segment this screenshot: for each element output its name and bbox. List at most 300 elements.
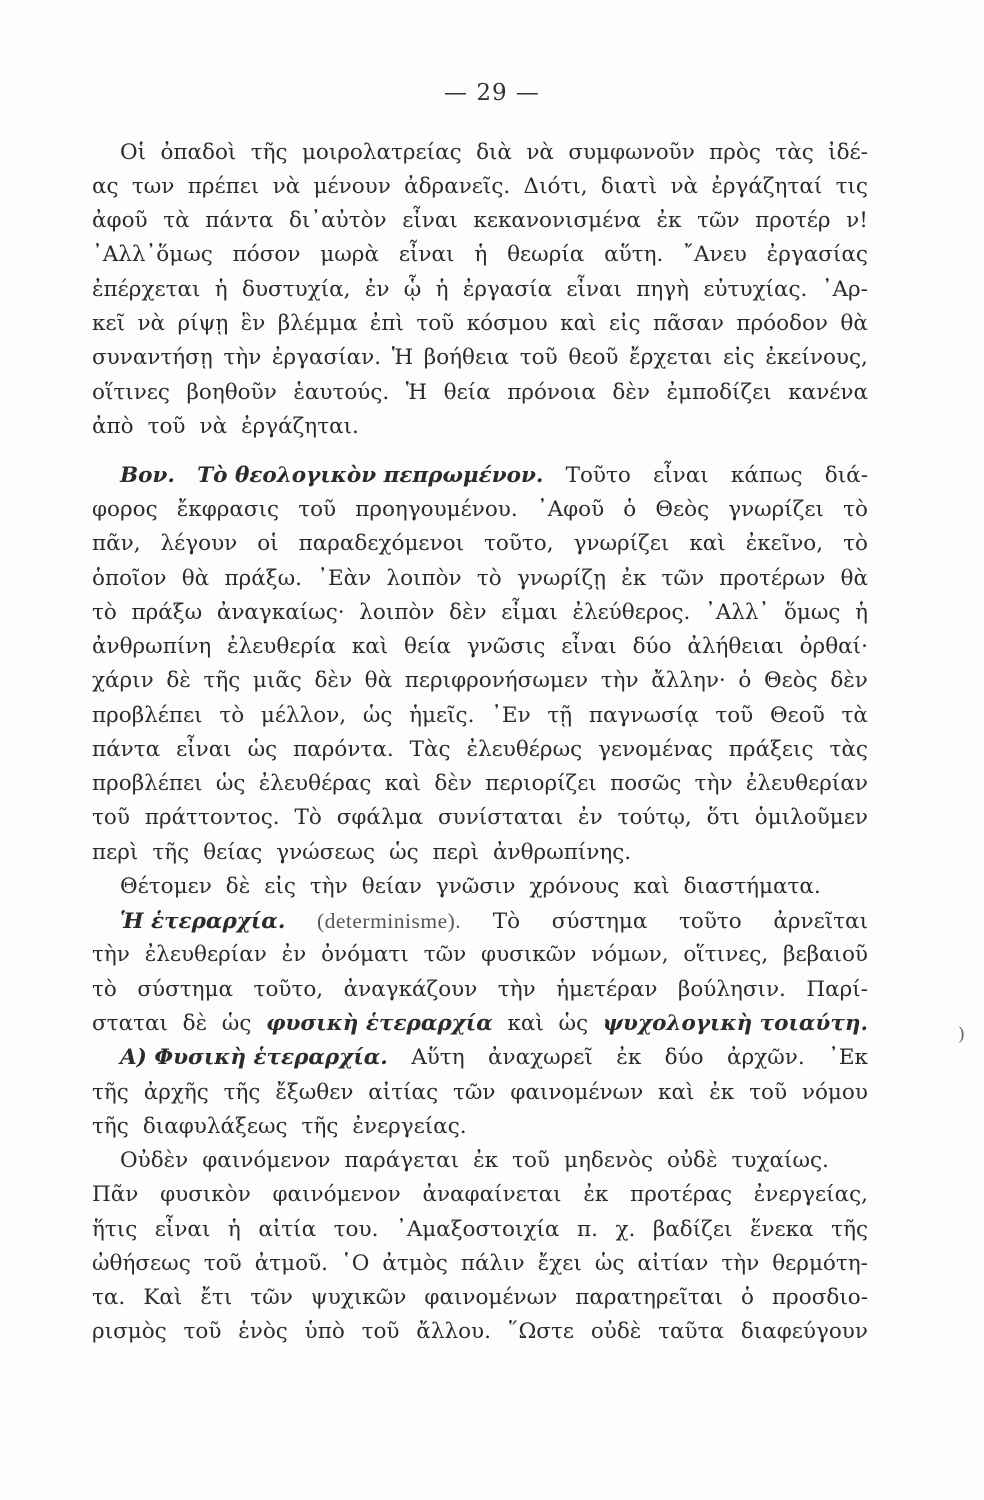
word: ἐνεργείας,	[753, 1182, 868, 1207]
word: προβλέπει	[92, 771, 203, 796]
word: διαφεύγουν	[740, 1319, 868, 1344]
word: ῾Ο	[341, 1251, 370, 1276]
word: ἀφοῦ	[92, 208, 148, 233]
word: εἰς	[264, 874, 296, 899]
word: τοῦ	[361, 1319, 400, 1344]
word: κάπως	[730, 463, 803, 488]
word: Τὸ	[492, 909, 521, 934]
word: ἀνθρωπίνης.	[493, 840, 632, 865]
word: τὰ	[163, 208, 190, 233]
text-line	[92, 1076, 868, 1110]
word: νὰ	[272, 174, 301, 199]
text-line	[92, 938, 868, 972]
word: βοηθοῦν	[186, 380, 277, 405]
word: ἀλήθειαι	[687, 634, 784, 659]
word: ὡς	[558, 1011, 589, 1036]
word: τοῦτο	[679, 909, 742, 934]
word: ἐκ	[656, 208, 682, 233]
text-line	[92, 699, 868, 733]
word: π.	[576, 1217, 598, 1242]
word: θείας	[203, 840, 263, 865]
word: πράξω.	[224, 566, 302, 591]
word: βλέμμα	[277, 311, 358, 336]
word: θερμότη-	[772, 1251, 868, 1276]
word: ἐν	[281, 942, 307, 967]
text-line	[92, 1007, 868, 1041]
text-line	[92, 1110, 868, 1144]
word: μιᾶς	[252, 668, 302, 693]
word: σύστημα	[551, 909, 648, 934]
word: Θεοῦ	[769, 703, 825, 728]
word: τῆς	[831, 1217, 868, 1242]
word: γνωρίζει	[728, 497, 824, 522]
word: ὁ	[738, 668, 752, 693]
word: σταται	[92, 1011, 168, 1036]
word: σύστημα	[137, 977, 234, 1002]
word: τῶν	[250, 1285, 293, 1310]
word: δι᾽αὐτὸν	[288, 208, 387, 233]
word: παράγεται	[344, 1148, 460, 1173]
word: ὅμως	[783, 600, 841, 625]
word: τυχαίως.	[731, 1148, 829, 1173]
word: γενομένας	[598, 737, 713, 762]
word: εἶναι	[402, 208, 458, 233]
word: ἐκείνους,	[765, 345, 868, 370]
word: ψυχικῶν	[310, 1285, 407, 1310]
text-line	[92, 801, 868, 835]
word: μέλλον,	[260, 703, 347, 728]
word: ψυχολογικὴ τοιαύτη.	[602, 1011, 868, 1036]
word: λέγουν	[160, 531, 238, 556]
word: πᾶν,	[92, 531, 141, 556]
word: εἶναι	[653, 463, 709, 488]
word: καὶ	[658, 1080, 695, 1105]
word: καὶ	[507, 1011, 544, 1036]
word: πρὸς	[709, 140, 761, 165]
word: τοῦ	[147, 414, 186, 439]
word: ὁμιλοῦμεν	[754, 805, 868, 830]
text-line	[92, 170, 868, 204]
word: ἀτμὸς	[382, 1251, 448, 1276]
word: γνωρίζῃ	[516, 566, 607, 591]
word: πάντα	[205, 208, 274, 233]
word: τῶν	[452, 1080, 496, 1105]
word: ἐκεῖνο,	[745, 531, 824, 556]
text-line	[92, 341, 868, 375]
word: τῆς	[250, 140, 288, 165]
word: φαινόμενον	[202, 1148, 331, 1173]
word: εἶναι	[398, 242, 455, 267]
page-number: — 29 —	[444, 80, 540, 106]
word: ὅτι	[706, 805, 740, 830]
word: τοῦ	[203, 1251, 242, 1276]
word: πράττοντος.	[144, 805, 280, 830]
word: εἰς	[608, 311, 641, 336]
word: τὰ	[841, 703, 868, 728]
word: δὲν	[612, 380, 650, 405]
word: ᾽Αλλ᾽ὅμως	[92, 242, 213, 267]
word: πράξω	[131, 600, 203, 625]
text-line	[92, 204, 868, 238]
word: τὸ	[843, 531, 868, 556]
word: ἐλευθερίαν	[745, 771, 868, 796]
word: ποσῶς	[610, 771, 682, 796]
word: τοῦ	[715, 703, 754, 728]
word: ἐλευθέρως	[466, 737, 583, 762]
word: τὴν	[497, 977, 536, 1002]
word: ἰδέ-	[828, 140, 868, 165]
word: ἐκ	[621, 566, 647, 591]
word: ρίψῃ	[177, 311, 229, 336]
word: δὲν	[449, 600, 487, 625]
word: (determinisme).	[316, 909, 462, 933]
text-line	[92, 527, 868, 561]
word: θείαν	[361, 874, 422, 899]
word: φυσικὸν	[160, 1182, 251, 1207]
word: ταῦτα	[658, 1319, 725, 1344]
word: τὴν	[92, 942, 130, 967]
word: φυσικῶν	[481, 942, 577, 967]
word: συναντήσῃ	[92, 345, 213, 370]
word: ὡς	[389, 840, 419, 865]
text-line	[92, 664, 868, 698]
word: ὑπὸ	[304, 1319, 345, 1344]
word: ἀρχῶν.	[727, 1045, 805, 1070]
word: ἑνὸς	[238, 1319, 288, 1344]
word: δὲ	[182, 1011, 208, 1036]
word: οὐδὲ	[667, 1148, 718, 1173]
text-line	[92, 493, 868, 527]
word: ὡς	[362, 703, 393, 728]
word: ὡς	[247, 737, 278, 762]
word: ὡς	[594, 1251, 625, 1276]
word: ἀναγκαίως·	[216, 600, 345, 625]
text-line	[92, 733, 868, 767]
word: πάλιν	[460, 1251, 525, 1276]
word: δὲ	[166, 668, 191, 693]
word: διαφυλάξεως	[142, 1114, 288, 1139]
word: ἐπὶ	[369, 311, 404, 336]
word: ᾽Εν	[491, 703, 531, 728]
word: δύο	[664, 1045, 704, 1070]
word: λοιπὸν	[386, 566, 462, 591]
word: νόμων,	[591, 942, 669, 967]
word: μηδενὸς	[564, 1148, 654, 1173]
word: πάντα	[92, 737, 161, 762]
word: τῶν	[697, 208, 740, 233]
word: φαινόμενον	[272, 1182, 401, 1207]
word: ᾽Αρ-	[821, 277, 868, 302]
word: ἓν	[240, 311, 266, 336]
word: μωρὰ	[320, 242, 379, 267]
word: κανένα	[788, 380, 868, 405]
word: ἔκφρασις	[176, 497, 280, 522]
word: πᾶσαν	[653, 311, 724, 336]
text-line	[92, 836, 868, 870]
word: τοῦ	[512, 1148, 551, 1173]
word: τὴν	[721, 1251, 760, 1276]
word: εἶναι	[566, 277, 622, 302]
text-line	[92, 630, 868, 664]
word: θὰ	[840, 311, 868, 336]
text-line	[120, 904, 868, 938]
word: βεβαιοῦ	[783, 942, 868, 967]
word: περὶ	[432, 840, 480, 865]
word: τούτῳ,	[617, 805, 692, 830]
word: ἡ	[227, 1217, 241, 1242]
word: προηγουμένου.	[355, 497, 518, 522]
word: Τὸ	[294, 805, 322, 830]
word: τὸ	[92, 977, 117, 1002]
word: ἀτμοῦ.	[254, 1251, 328, 1276]
word: ἄλλου.	[416, 1319, 491, 1344]
word: φαινομένων	[424, 1285, 558, 1310]
word: ρισμὸς	[92, 1319, 167, 1344]
word: δύο	[632, 634, 672, 659]
text-line	[92, 1178, 868, 1212]
word: Τὸ θεολογικὸν πεπρωμένον.	[197, 463, 544, 488]
text-line	[120, 870, 868, 904]
text-line	[92, 410, 868, 444]
word: ἕνεκα	[749, 1217, 814, 1242]
word: πράξεις	[728, 737, 814, 762]
margin-mark: )	[958, 1024, 966, 1045]
word: ἀναγκάζουν	[343, 977, 478, 1002]
word: ἐργασίας	[766, 242, 868, 267]
word: ὀνόματι	[321, 942, 409, 967]
text-line	[92, 238, 868, 272]
word: ἀρνεῖται	[773, 909, 868, 934]
word: ἥτις	[92, 1217, 138, 1242]
word: ἐργασίαν.	[271, 345, 382, 370]
word: τῶν	[423, 942, 467, 967]
word: τῆς	[92, 1114, 129, 1139]
word: πρέπει	[187, 174, 260, 199]
word: τῆς	[92, 1080, 129, 1105]
word: ν!	[846, 208, 868, 233]
word: ὠθήσεως	[92, 1251, 191, 1276]
word: δυστυχία,	[242, 277, 351, 302]
word: ἀρχῆς	[143, 1080, 209, 1105]
word: Ἡ ἑτεραρχία.	[120, 909, 286, 934]
word: διατὶ	[600, 174, 658, 199]
word: ῎Ανευ	[683, 242, 747, 267]
word: προτέρας	[630, 1182, 733, 1207]
word: οἵτινες,	[683, 942, 769, 967]
word: Παρί-	[806, 977, 868, 1002]
word: Ἡ	[391, 345, 414, 370]
word: ἐκ	[616, 1045, 642, 1070]
word: θεία	[404, 634, 452, 659]
word: Α) Φυσικὴ ἑτεραρχία.	[120, 1045, 388, 1070]
word: κεκανονισμένα	[473, 208, 641, 233]
word: αἰτία	[258, 1217, 317, 1242]
word: πρόνοια	[507, 380, 596, 405]
word: νὰ	[199, 414, 228, 439]
word: ᾧ	[403, 277, 422, 302]
word: τα.	[92, 1285, 126, 1310]
text-line	[120, 1041, 868, 1075]
word: θὰ	[364, 668, 393, 693]
word: τοῦ	[749, 1080, 788, 1105]
word: τῆς	[223, 1080, 261, 1105]
word: των	[131, 174, 175, 199]
word: παραδεχόμενοι	[298, 531, 465, 556]
word: νὰ	[526, 140, 554, 165]
word: αἰτίαν	[637, 1251, 709, 1276]
word: χ.	[615, 1217, 636, 1242]
word: γνωρίζει	[573, 531, 670, 556]
word: εἶμαι	[501, 600, 558, 625]
word: τοῦτο,	[484, 531, 554, 556]
word: εἶναι	[154, 1217, 211, 1242]
word: τὴν	[600, 668, 639, 693]
word: τὸ	[843, 497, 868, 522]
text-line	[92, 376, 868, 410]
word: τοῦ	[519, 345, 558, 370]
text-line	[92, 973, 868, 1007]
word: ἀνθρωπίνη	[92, 634, 212, 659]
word: ἔτι	[200, 1285, 233, 1310]
word: Τοῦτο	[565, 463, 631, 488]
word: ᾽Αλλ᾽	[705, 600, 770, 625]
word: σφάλμα	[336, 805, 424, 830]
word: αἰτίας	[368, 1080, 439, 1105]
text-line	[120, 459, 868, 493]
word: ἐκ	[473, 1148, 499, 1173]
word: χρόνους	[529, 874, 620, 899]
word: δὲν	[830, 668, 868, 693]
word: περιορίζει	[485, 771, 597, 796]
word: λοιπὸν	[359, 600, 435, 625]
word: ἐργάζηταί	[711, 174, 823, 199]
word: τὴν	[309, 874, 348, 899]
word: ἐν	[578, 805, 603, 830]
word: παρατηρεῖται	[575, 1285, 723, 1310]
word: ὡς	[215, 771, 246, 796]
word: καὶ	[384, 771, 422, 796]
word: φυσικὴ ἑτεραρχία	[266, 1011, 493, 1036]
word: Ἡ	[405, 380, 428, 405]
text-line	[92, 1247, 868, 1281]
word: ὀρθαί·	[799, 634, 868, 659]
word: δὲν	[434, 771, 472, 796]
text-line	[92, 1315, 868, 1349]
word: ἐμποδίζει	[666, 380, 772, 405]
word: οἵτινες	[92, 380, 170, 405]
word: αὕτη.	[604, 242, 664, 267]
word: ἐκ	[709, 1080, 735, 1105]
word: τὴν	[223, 345, 262, 370]
word: Θεὸς	[655, 497, 710, 522]
word: τὸ	[476, 566, 502, 591]
word: προτέρων	[719, 566, 826, 591]
text-line	[92, 596, 868, 630]
word: συνίσταται	[437, 805, 564, 830]
word: γνῶσιν	[435, 874, 516, 899]
word: ἐργασία	[462, 277, 553, 302]
word: τῆς	[203, 668, 241, 693]
word: Βον.	[120, 463, 175, 488]
word: καὶ	[689, 531, 726, 556]
word: δὲν	[314, 668, 353, 693]
word: Καὶ	[143, 1285, 183, 1310]
word: καὶ	[351, 634, 389, 659]
word: νὰ	[137, 311, 166, 336]
word: τὰς	[829, 737, 868, 762]
word: βούλησιν.	[677, 977, 786, 1002]
word: ᾽Αφοῦ	[536, 497, 605, 522]
word: βαδίζει	[652, 1217, 733, 1242]
word: βοήθεια	[423, 345, 510, 370]
word: τὸ	[92, 600, 117, 625]
word: Αὕτη	[411, 1045, 465, 1070]
word: ἐκ	[583, 1182, 609, 1207]
word: καὶ	[560, 311, 597, 336]
word: χάριν	[92, 668, 154, 693]
text-line	[120, 136, 868, 170]
word: ὀπαδοὶ	[160, 140, 237, 165]
word: τοῦ	[183, 1319, 222, 1344]
word: τοῦ	[298, 497, 337, 522]
word: ἐλευθέρας	[258, 771, 372, 796]
word: παρόντα.	[293, 737, 394, 762]
word: ἑαυτούς.	[293, 380, 390, 405]
word: μένουν	[313, 174, 391, 199]
text-line	[92, 767, 868, 801]
word: Θέτομεν	[120, 874, 212, 899]
word: ἡμετέραν	[556, 977, 658, 1002]
word: φαινομένων	[510, 1080, 644, 1105]
word: ἡ	[214, 277, 228, 302]
word: Θεὸς	[763, 668, 818, 693]
word: Διότι,	[523, 174, 588, 199]
word: μοιρολατρείας	[301, 140, 462, 165]
word: καὶ	[633, 874, 670, 899]
word: θεία	[443, 380, 491, 405]
word: ἡμεῖς.	[409, 703, 475, 728]
word: ᾽Εκ	[828, 1045, 868, 1070]
word: πηγὴ	[636, 277, 690, 302]
word: νὰ	[670, 174, 699, 199]
word: προσδιο-	[771, 1285, 868, 1310]
word: ας	[92, 174, 119, 199]
word: πόσον	[232, 242, 301, 267]
word: εἰς	[723, 345, 755, 370]
word: ἐλευθερία	[227, 634, 337, 659]
word: ἐλεύθερος.	[572, 600, 691, 625]
word: ἐπέρχεται	[92, 277, 201, 302]
word: θεοῦ	[568, 345, 619, 370]
text-line	[92, 1213, 868, 1247]
word: προβλέπει	[92, 703, 203, 728]
word: τοῦ	[92, 805, 130, 830]
text-line	[92, 273, 868, 307]
word: κόσμου	[466, 311, 548, 336]
word: Πᾶν	[92, 1182, 139, 1207]
word: εἶναι	[176, 737, 232, 762]
word: ὁποῖον	[92, 566, 167, 591]
word: πρόοδον	[736, 311, 828, 336]
word: εἶναι	[561, 634, 617, 659]
word: ἐλευθερίαν	[144, 942, 267, 967]
word: ᾽Αμαξοστοιχία	[395, 1217, 560, 1242]
word: τοῦτο,	[253, 977, 324, 1002]
word: γνώσεως	[276, 840, 376, 865]
word: δὲ	[225, 874, 251, 899]
word: διαστήματα.	[683, 874, 821, 899]
word: ἀναφαίνεται	[422, 1182, 562, 1207]
